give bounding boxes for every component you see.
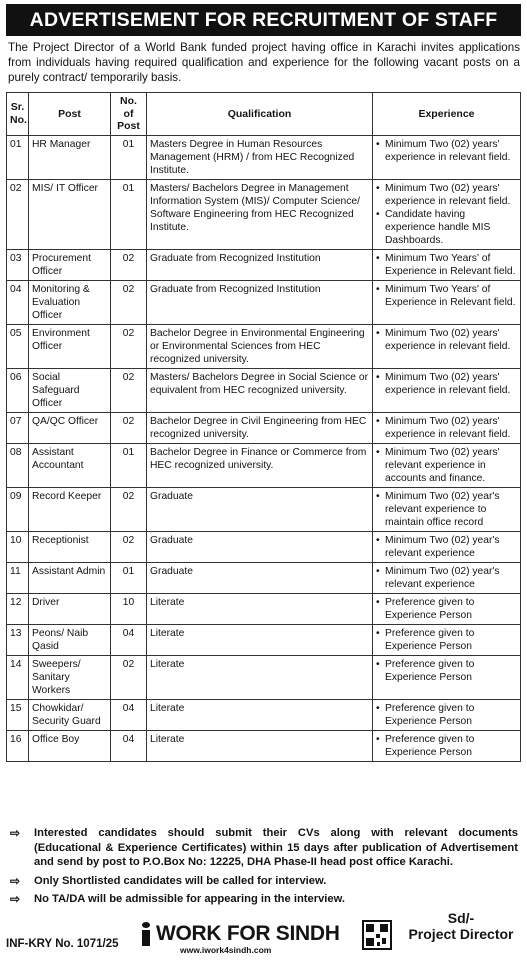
cell-qualification: Literate [147, 730, 373, 761]
cell-no-of-post: 01 [111, 135, 147, 179]
cell-sr-no: 03 [7, 249, 29, 280]
experience-list [376, 565, 517, 591]
cell-experience [373, 368, 521, 412]
cell-qualification: Graduate [147, 531, 373, 562]
table-row [7, 655, 521, 699]
cell-experience [373, 531, 521, 562]
cell-post: Assistant Accountant [29, 443, 111, 487]
experience-list [376, 627, 517, 653]
cell-experience [373, 280, 521, 324]
cell-no-of-post: 01 [111, 562, 147, 593]
cell-no-of-post: 04 [111, 699, 147, 730]
cell-post: Office Boy [29, 730, 111, 761]
cell-experience [373, 324, 521, 368]
table-row [7, 412, 521, 443]
cell-no-of-post: 10 [111, 593, 147, 624]
cell-experience [373, 655, 521, 699]
cell-sr-no: 10 [7, 531, 29, 562]
cell-sr-no: 11 [7, 562, 29, 593]
cell-qualification: Literate [147, 655, 373, 699]
experience-item: • Minimum Two (02) years' experience in relevant field. [376, 415, 517, 441]
experience-item: • Preference given to Experience Person [376, 658, 517, 684]
table-row [7, 593, 521, 624]
table-row [7, 730, 521, 761]
cell-qualification: Graduate [147, 562, 373, 593]
cell-sr-no: 04 [7, 280, 29, 324]
cell-qualification: Masters/ Bachelors Degree in Social Science or equivalent from HEC recognized university. [147, 368, 373, 412]
note-text: Only Shortlisted candidates will be called for interview. [34, 874, 327, 887]
advertisement-title: ADVERTISEMENT FOR RECRUITMENT OF STAFF [6, 4, 521, 36]
experience-item: • Preference given to Experience Person [376, 733, 517, 759]
cell-experience [373, 443, 521, 487]
cell-qualification: Masters/ Bachelors Degree in Management Information System (MIS)/ Computer Science/ Software Engineering from HEC Recognized Institute. [147, 179, 373, 249]
table-row [7, 443, 521, 487]
cell-qualification: Graduate [147, 487, 373, 531]
cell-sr-no: 12 [7, 593, 29, 624]
cell-no-of-post: 04 [111, 730, 147, 761]
signature-sd: Sd/- [447, 910, 475, 926]
note-item [10, 874, 518, 889]
cell-experience [373, 249, 521, 280]
note-item [10, 892, 518, 907]
cell-qualification: Bachelor Degree in Finance or Commerce from HEC recognized university. [147, 443, 373, 487]
cell-sr-no: 15 [7, 699, 29, 730]
footer [0, 910, 527, 960]
experience-list [376, 658, 517, 684]
table-header-row [7, 93, 521, 136]
cell-qualification: Bachelor Degree in Environmental Engineering or Environmental Sciences from HEC recognized university. [147, 324, 373, 368]
header-sr-no: Sr. No. [7, 93, 29, 136]
work-for-sindh-logo [138, 922, 360, 956]
note-text: Interested candidates should submit their CVs along with relevant documents (Educational & Experience Certificates) within 15 days after publication of Advertisement and send by post to P.O.Box No: 12225, DHA Phase-II head post office Karachi. [34, 827, 518, 868]
cell-qualification: Bachelor Degree in Civil Engineering from HEC recognized university. [147, 412, 373, 443]
logo-url: www.iwork4sindh.com [180, 945, 272, 955]
cell-experience [373, 593, 521, 624]
experience-list [376, 283, 517, 309]
cell-post: Chowkidar/ Security Guard [29, 699, 111, 730]
cell-post: QA/QC Officer [29, 412, 111, 443]
cell-post: MIS/ IT Officer [29, 179, 111, 249]
cell-no-of-post: 04 [111, 624, 147, 655]
right-arrow-outline-icon: ⇨ [10, 873, 21, 888]
cell-sr-no: 14 [7, 655, 29, 699]
cell-post: HR Manager [29, 135, 111, 179]
cell-no-of-post: 02 [111, 368, 147, 412]
table-row [7, 699, 521, 730]
i-letter-icon [138, 922, 154, 946]
cell-sr-no: 13 [7, 624, 29, 655]
cell-post: Receptionist [29, 531, 111, 562]
experience-item: • Preference given to Experience Person [376, 627, 517, 653]
experience-item: • Minimum Two Years' of Experience in Relevant field. [376, 252, 517, 278]
table-row [7, 280, 521, 324]
experience-list [376, 371, 517, 397]
cell-no-of-post: 01 [111, 443, 147, 487]
notes-section [10, 826, 518, 911]
table-row [7, 624, 521, 655]
experience-item: • Minimum Two Years' of Experience in Relevant field. [376, 283, 517, 309]
experience-item: • Preference given to Experience Person [376, 702, 517, 728]
cell-qualification: Literate [147, 624, 373, 655]
experience-item: • Candidate having experience handle MIS Dashboards. [376, 208, 517, 247]
vacancies-table [6, 92, 521, 762]
cell-experience [373, 699, 521, 730]
table-row [7, 179, 521, 249]
cell-no-of-post: 01 [111, 179, 147, 249]
experience-item: • Minimum Two (02) years' experience in relevant field. [376, 371, 517, 397]
cell-experience [373, 562, 521, 593]
cell-qualification: Graduate from Recognized Institution [147, 249, 373, 280]
table-row [7, 562, 521, 593]
cell-no-of-post: 02 [111, 487, 147, 531]
experience-list [376, 596, 517, 622]
cell-experience [373, 412, 521, 443]
qr-code-icon [362, 920, 392, 950]
cell-post: Record Keeper [29, 487, 111, 531]
table-row [7, 487, 521, 531]
experience-item: • Minimum Two (02) years' experience in relevant field. [376, 327, 517, 353]
experience-list [376, 415, 517, 441]
table-row [7, 249, 521, 280]
cell-experience [373, 135, 521, 179]
note-item [10, 826, 518, 870]
experience-item: • Preference given to Experience Person [376, 596, 517, 622]
experience-list [376, 182, 517, 247]
experience-item: • Minimum Two (02) year's relevant experience [376, 565, 517, 591]
cell-sr-no: 02 [7, 179, 29, 249]
cell-experience [373, 487, 521, 531]
cell-qualification: Literate [147, 593, 373, 624]
experience-list [376, 252, 517, 278]
right-arrow-outline-icon: ⇨ [10, 826, 21, 840]
experience-list [376, 534, 517, 560]
cell-qualification: Graduate from Recognized Institution [147, 280, 373, 324]
experience-list [376, 138, 517, 164]
cell-experience [373, 730, 521, 761]
cell-sr-no: 06 [7, 368, 29, 412]
cell-post: Driver [29, 593, 111, 624]
cell-sr-no: 05 [7, 324, 29, 368]
logo-brand-text: WORK FOR SINDH [156, 922, 340, 945]
table-row [7, 135, 521, 179]
intro-paragraph: The Project Director of a World Bank funded project having office in Karachi invites applications from individuals having required qualification and experience for the following vacant posts on a purely contract/ temporarily basis. [8, 41, 520, 85]
experience-item: • Minimum Two (02) years' experience in relevant field. [376, 182, 517, 208]
cell-sr-no: 01 [7, 135, 29, 179]
experience-item: • Minimum Two (02) year's relevant experience to maintain office record [376, 490, 517, 529]
cell-no-of-post: 02 [111, 324, 147, 368]
cell-sr-no: 16 [7, 730, 29, 761]
cell-no-of-post: 02 [111, 655, 147, 699]
cell-post: Social Safeguard Officer [29, 368, 111, 412]
cell-qualification: Literate [147, 699, 373, 730]
cell-experience [373, 179, 521, 249]
experience-list [376, 733, 517, 759]
cell-post: Environment Officer [29, 324, 111, 368]
experience-list [376, 702, 517, 728]
cell-post: Monitoring & Evaluation Officer [29, 280, 111, 324]
table-row [7, 324, 521, 368]
signature-block [400, 910, 522, 942]
cell-no-of-post: 02 [111, 280, 147, 324]
header-experience: Experience [373, 93, 521, 136]
experience-list [376, 490, 517, 529]
cell-sr-no: 09 [7, 487, 29, 531]
table-row [7, 531, 521, 562]
cell-sr-no: 07 [7, 412, 29, 443]
cell-no-of-post: 02 [111, 412, 147, 443]
header-post: Post [29, 93, 111, 136]
cell-experience [373, 624, 521, 655]
cell-post: Assistant Admin [29, 562, 111, 593]
cell-no-of-post: 02 [111, 249, 147, 280]
cell-post: Peons/ Naib Qasid [29, 624, 111, 655]
signatory-title: Project Director [408, 926, 514, 942]
cell-post: Procurement Officer [29, 249, 111, 280]
header-no-of-post: No. of Post [111, 93, 147, 136]
experience-list [376, 327, 517, 353]
experience-list [376, 446, 517, 485]
cell-qualification: Masters Degree in Human Resources Management (HRM) / from HEC Recognized Institute. [147, 135, 373, 179]
reference-number: INF-KRY No. 1071/25 [6, 938, 119, 950]
note-text: No TA/DA will be admissible for appearing in the interview. [34, 893, 346, 905]
right-arrow-outline-icon: ⇨ [10, 892, 21, 906]
experience-item: • Minimum Two (02) year's relevant experience [376, 534, 517, 560]
cell-post: Sweepers/ Sanitary Workers [29, 655, 111, 699]
header-qualification: Qualification [147, 93, 373, 136]
experience-item: • Minimum Two (02) years' experience in relevant field. [376, 138, 517, 164]
cell-no-of-post: 02 [111, 531, 147, 562]
experience-item: • Minimum Two (02) years' relevant experience in accounts and finance. [376, 446, 517, 485]
table-row [7, 368, 521, 412]
cell-sr-no: 08 [7, 443, 29, 487]
